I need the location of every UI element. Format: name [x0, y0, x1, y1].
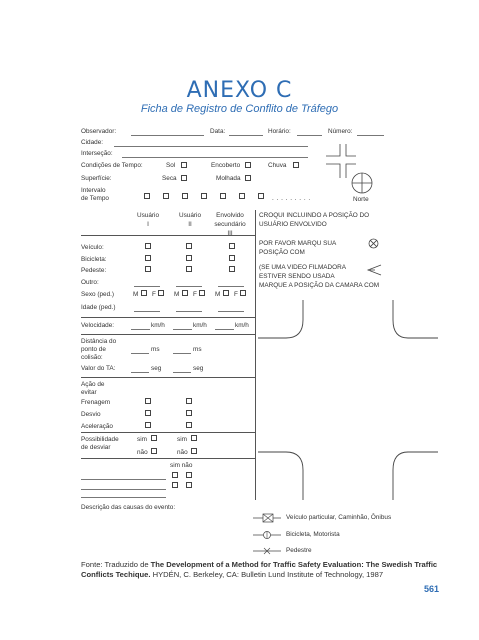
valor-ta-label: Valor do TA:	[81, 365, 116, 372]
idade-label: Idade (ped.)	[81, 304, 116, 311]
usuario-2-header: Usuário	[178, 212, 202, 219]
idade-field-1[interactable]	[134, 311, 160, 312]
bicicleta-checkbox-2[interactable]	[186, 255, 192, 261]
velocidade-label: Velocidade:	[81, 322, 115, 329]
interval-checkbox[interactable]	[163, 193, 169, 199]
source-citation	[81, 560, 441, 580]
intersecao-field[interactable]	[122, 157, 308, 158]
sexo-m-label: M	[215, 291, 221, 298]
intervalo-label-2: de Tempo	[81, 195, 109, 202]
croqui-marque-2: POSIÇÃO COM	[259, 249, 305, 256]
legend-veiculo-label: Veículo particular, Caminhão, Ônibus	[286, 514, 392, 521]
frenagem-label: Frenagem	[81, 399, 111, 406]
page-title: ANEXO C	[186, 78, 293, 103]
nao-checkbox-2[interactable]	[191, 448, 197, 454]
bicycle-legend-icon	[253, 530, 281, 540]
interval-checkbox[interactable]	[239, 193, 245, 199]
observador-label: Observador:	[81, 128, 117, 135]
velocidade-field-1[interactable]	[131, 329, 150, 330]
croqui-video-1: (SE UMA VIDEO FILMADORA	[259, 264, 346, 271]
ms-unit-1: ms	[151, 346, 160, 353]
chuva-label: Chuva	[268, 162, 287, 169]
usuario-1-header: Usuário	[136, 212, 160, 219]
idade-field-2[interactable]	[176, 311, 202, 312]
croqui-marque-1: POR FAVOR MARQU SUA	[259, 240, 337, 247]
citation-title: The Development of a Method for Traffic Safety Evaluation: The Swedish Traffic Conflicts Techique.	[81, 560, 438, 579]
molhada-label: Molhada	[216, 175, 241, 182]
sol-label: Sol	[166, 162, 176, 169]
norte-label: Norte	[353, 196, 369, 203]
descricao-label: Descrição das causas do evento:	[81, 504, 176, 511]
veiculo-checkbox-3[interactable]	[229, 243, 235, 249]
vehicle-legend-icon	[253, 513, 281, 523]
ms-unit-2: ms	[193, 346, 202, 353]
extra-nao-checkbox-1[interactable]	[186, 472, 192, 478]
acao-label-1: Ação de	[81, 381, 105, 388]
acao-label-2: evitar	[81, 389, 97, 396]
velocidade-field-3[interactable]	[215, 329, 234, 330]
pedeste-label: Pedeste:	[81, 267, 107, 274]
seca-label: Seca	[162, 175, 177, 182]
envolvido-header: Envolvido	[216, 212, 244, 219]
observador-field[interactable]	[131, 135, 204, 136]
outro-field-1[interactable]	[134, 286, 160, 287]
kmh-unit-2: km/h	[193, 322, 207, 329]
usuario-2-number: II	[188, 221, 192, 228]
sexo-f-label: F	[152, 291, 156, 298]
interval-checkbox[interactable]	[220, 193, 226, 199]
cidade-label: Cidade:	[81, 139, 104, 146]
data-label: Data:	[210, 128, 226, 135]
nao-label-1: não	[137, 449, 148, 456]
sim-nao-header: sim não	[170, 462, 193, 469]
sexo-m-label: M	[133, 291, 139, 298]
molhada-checkbox[interactable]	[245, 175, 251, 181]
chuva-checkbox[interactable]	[293, 162, 299, 168]
extra-field-1[interactable]	[81, 479, 166, 480]
intersection-sketch	[258, 300, 438, 500]
observer-mark-icon	[368, 238, 379, 249]
page-number: 561	[424, 584, 440, 594]
sol-checkbox[interactable]	[181, 162, 187, 168]
croqui-video-3: MARQUE A POSIÇÃO DA CAMARA COM	[259, 282, 380, 289]
velocidade-field-2[interactable]	[173, 329, 192, 330]
interval-dots: . . . . . . . . .	[272, 195, 311, 202]
distancia-label-2: ponto de	[81, 346, 106, 353]
condicoes-label: Condições de Tempo:	[81, 162, 143, 169]
pedeste-checkbox-1[interactable]	[145, 266, 151, 272]
sim-label-1: sim	[137, 436, 147, 443]
numero-label: Número:	[328, 128, 353, 135]
aceleracao-checkbox-1[interactable]	[145, 422, 151, 428]
kmh-unit-3: km/h	[235, 322, 249, 329]
seg-unit-1: seg	[151, 365, 162, 372]
kmh-unit-1: km/h	[151, 322, 165, 329]
valor-ta-field-2[interactable]	[173, 372, 191, 373]
bicicleta-checkbox-3[interactable]	[229, 255, 235, 261]
interval-checkbox[interactable]	[201, 193, 207, 199]
numero-field[interactable]	[357, 135, 384, 136]
citation-rest: HYDÉN, C. Berkeley, CA: Bulletin Lund Institute of Technology, 1987	[150, 570, 384, 579]
superficie-label: Superfície:	[81, 175, 112, 182]
veiculo-checkbox-1[interactable]	[145, 243, 151, 249]
sexo-f-checkbox-2[interactable]	[199, 290, 205, 296]
legend-pedestre-label: Pedestre	[286, 547, 312, 554]
sexo-m-checkbox-1[interactable]	[141, 290, 147, 296]
possibilidade-label-2: de desviar	[81, 444, 111, 451]
croqui-title-2: USUÁRIO ENVOLVIDO	[259, 221, 327, 228]
cidade-field[interactable]	[114, 146, 308, 147]
veiculo-label: Veículo:	[81, 244, 104, 251]
nao-label-2: não	[177, 449, 188, 456]
valor-ta-field-1[interactable]	[131, 372, 149, 373]
interval-checkbox[interactable]	[144, 193, 150, 199]
intersecao-label: Interseção:	[81, 150, 113, 157]
aceleracao-checkbox-2[interactable]	[186, 422, 192, 428]
veiculo-checkbox-2[interactable]	[186, 243, 192, 249]
sexo-m-label: M	[174, 291, 180, 298]
intervalo-label-1: Intervalo	[81, 187, 106, 194]
aceleracao-label: Aceleração	[81, 423, 113, 430]
croqui-title-1: CROQUI INCLUINDO A POSIÇÃO DO	[259, 212, 370, 219]
sexo-f-checkbox-1[interactable]	[158, 290, 164, 296]
nao-checkbox-1[interactable]	[151, 448, 157, 454]
distancia-field-1[interactable]	[131, 353, 149, 354]
desvio-checkbox-1[interactable]	[145, 410, 151, 416]
extra-sim-checkbox-1[interactable]	[172, 472, 178, 478]
seca-checkbox[interactable]	[181, 175, 187, 181]
camera-icon	[366, 264, 382, 276]
sexo-m-checkbox-2[interactable]	[182, 290, 188, 296]
page-subtitle: Ficha de Registro de Conflito de Tráfego	[140, 103, 339, 115]
croqui-video-2: ESTIVER SENDO USADA	[259, 273, 335, 280]
sim-checkbox-2[interactable]	[191, 435, 197, 441]
interval-checkbox[interactable]	[182, 193, 188, 199]
extra-field-3[interactable]	[81, 497, 166, 498]
distancia-label-1: Distância do	[81, 338, 117, 345]
sexo-f-label: F	[234, 291, 238, 298]
sexo-f-label: F	[193, 291, 197, 298]
usuario-1-number: I	[147, 221, 149, 228]
desvio-label: Desvio	[81, 411, 101, 418]
interval-checkbox[interactable]	[258, 193, 264, 199]
extra-field-2[interactable]	[81, 489, 166, 490]
envolvido-number: III	[227, 230, 233, 237]
pedeste-checkbox-3[interactable]	[229, 266, 235, 272]
horario-field[interactable]	[297, 135, 322, 136]
distancia-field-2[interactable]	[173, 353, 191, 354]
encoberto-checkbox[interactable]	[245, 162, 251, 168]
possibilidade-label-1: Possibilidade	[81, 436, 119, 443]
distancia-label-3: colisão:	[81, 354, 103, 361]
seg-unit-2: seg	[193, 365, 204, 372]
data-field[interactable]	[229, 135, 263, 136]
bicicleta-label: Bicicleta:	[81, 256, 107, 263]
bicicleta-checkbox-1[interactable]	[145, 255, 151, 261]
pedestrian-legend-icon	[253, 546, 281, 556]
horario-label: Horário:	[268, 128, 291, 135]
sexo-label: Sexo (ped.)	[81, 291, 115, 298]
frenagem-checkbox-2[interactable]	[186, 398, 192, 404]
frenagem-checkbox-1[interactable]	[145, 398, 151, 404]
encoberto-label: Encoberto	[211, 162, 241, 169]
outro-field-3[interactable]	[218, 286, 244, 287]
outro-field-2[interactable]	[176, 286, 202, 287]
sim-checkbox-1[interactable]	[151, 435, 157, 441]
north-arrow-icon	[312, 140, 392, 210]
sim-label-2: sim	[177, 436, 187, 443]
sexo-m-checkbox-3[interactable]	[223, 290, 229, 296]
extra-sim-checkbox-2[interactable]	[172, 482, 178, 488]
legend-bicicleta-label: Bicicleta, Motorista	[286, 531, 340, 538]
idade-field-3[interactable]	[218, 311, 244, 312]
citation-prefix: Fonte: Traduzido de	[81, 560, 151, 569]
sexo-f-checkbox-3[interactable]	[240, 290, 246, 296]
outro-label: Outro:	[81, 279, 99, 286]
pedeste-checkbox-2[interactable]	[186, 266, 192, 272]
envolvido-header-2: secundário	[214, 221, 246, 228]
extra-nao-checkbox-2[interactable]	[186, 482, 192, 488]
desvio-checkbox-2[interactable]	[186, 410, 192, 416]
